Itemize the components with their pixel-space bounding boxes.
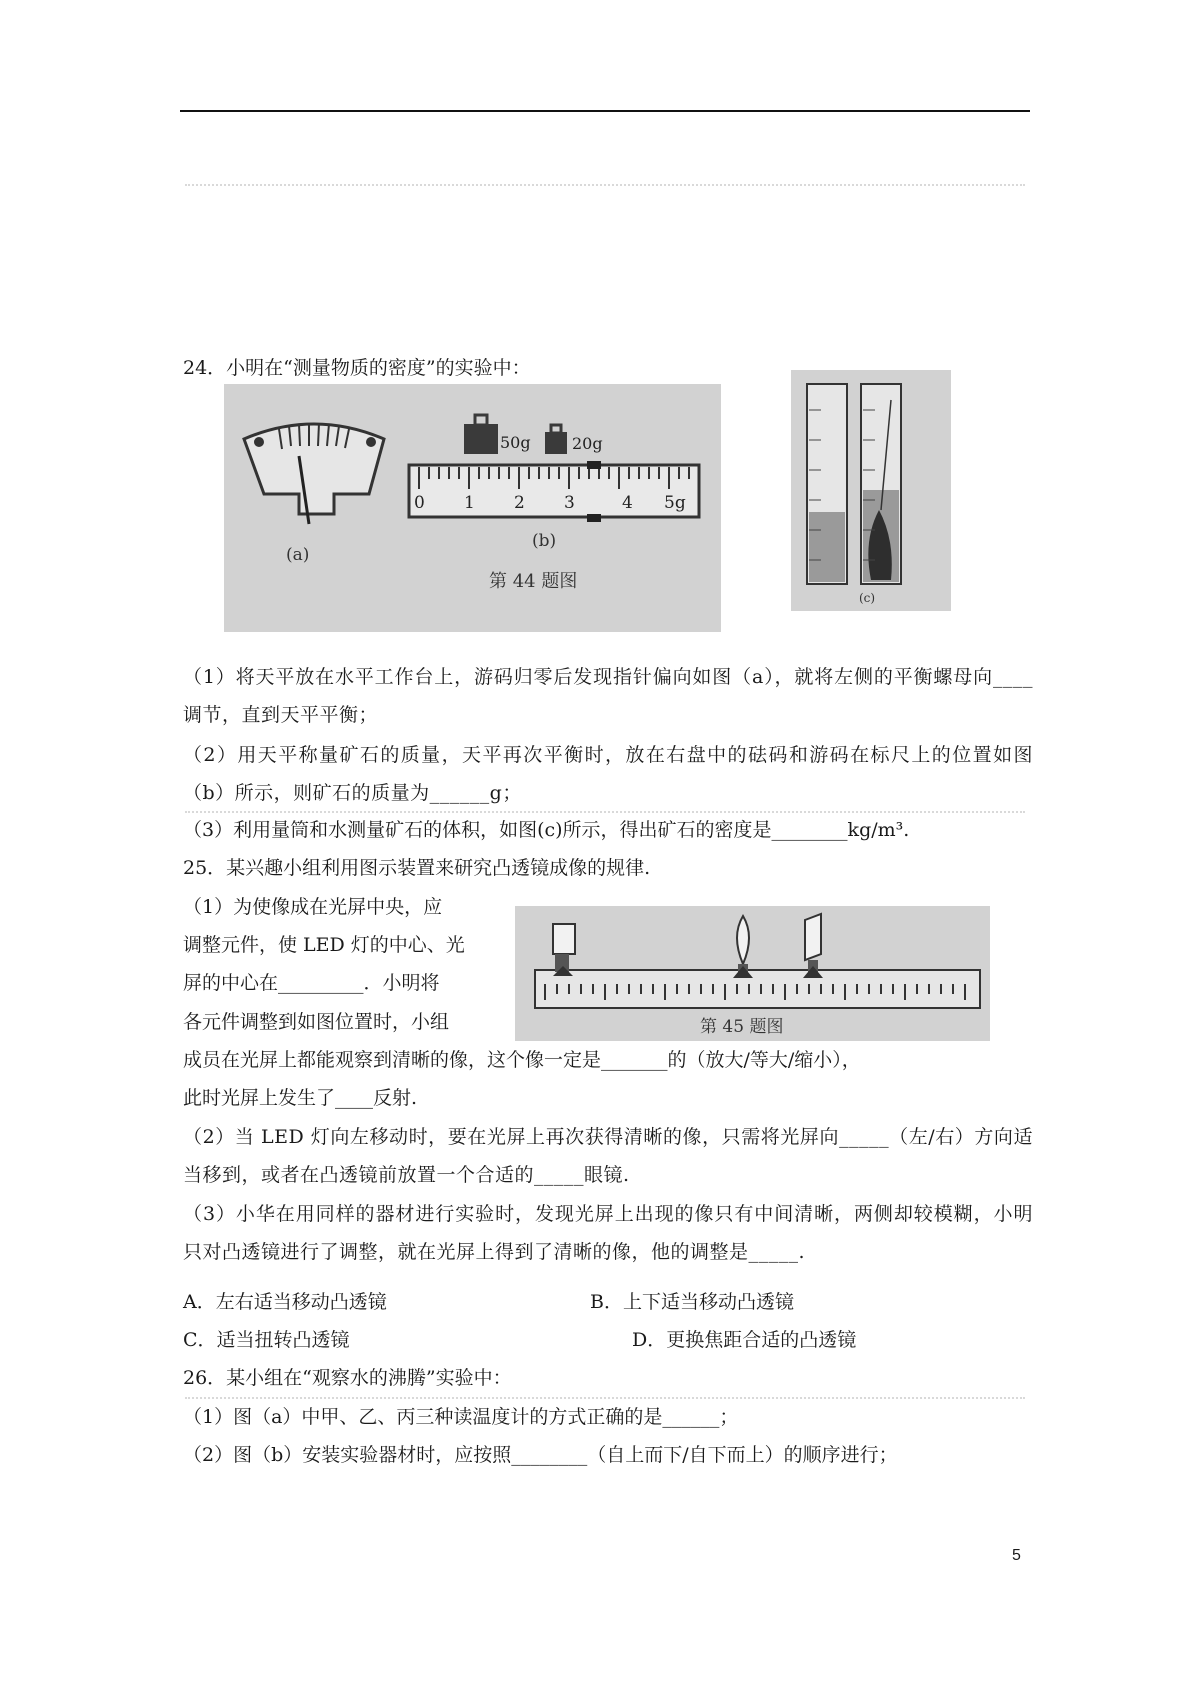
q25-part2: （2）当 LED 灯向左移动时，要在光屏上再次获得清晰的像，只需将光屏向_____（左/右）方向适当移到，或者在凸透镜前放置一个合适的_____眼镜. xyxy=(183,1126,1033,1186)
q25-part1-line4: 各元件调整到如图位置时，小组 xyxy=(183,1011,450,1033)
convex-lens xyxy=(737,916,749,964)
optical-bench-svg xyxy=(515,906,990,1041)
svg-text:4: 4 xyxy=(622,493,633,513)
q25-part1-line5: 成员在光屏上都能观察到清晰的像，这个像一定是_______的（放大/等大/缩小）， xyxy=(183,1049,861,1071)
q24-part3: （3）利用量筒和水测量矿石的体积，如图(c)所示，得出矿石的密度是________kg/m³. xyxy=(183,819,910,841)
q25-part1-line1: （1）为使像成在光屏中央，应 xyxy=(183,896,443,918)
balance-pointer-scale xyxy=(244,424,384,514)
fig-c-label: (c) xyxy=(859,591,876,605)
header-rule xyxy=(180,110,1030,112)
q25-option-d: D．更换焦距合适的凸透镜 xyxy=(632,1329,857,1351)
cylinder-figure-svg xyxy=(791,370,951,611)
light-screen xyxy=(805,914,821,960)
weight-20g xyxy=(545,432,567,454)
q25-option-c: C．适当扭转凸透镜 xyxy=(183,1329,350,1351)
rider-top xyxy=(587,461,601,469)
q24-title: 24．小明在“测量物质的密度”的实验中： xyxy=(183,357,531,379)
page-number: 5 xyxy=(1012,1547,1021,1564)
weight-20g-label: 20g xyxy=(572,434,603,453)
dotted-divider xyxy=(185,184,1025,186)
svg-text:2: 2 xyxy=(514,493,525,513)
weight-50g xyxy=(464,424,498,454)
fig-b-label: (b) xyxy=(532,531,557,551)
balance-figure-svg xyxy=(224,384,721,632)
figure-44-balance xyxy=(224,384,721,632)
q25-title: 25．某兴趣小组利用图示装置来研究凸透镜成像的规律. xyxy=(183,857,651,879)
q25-part1-line3: 屏的中心在_________．小明将 xyxy=(183,972,440,994)
optical-rail xyxy=(535,970,980,1008)
fig-45-caption: 第 45 题图 xyxy=(700,1017,784,1037)
q25-option-a: A．左右适当移动凸透镜 xyxy=(183,1291,387,1313)
balance-ruler xyxy=(409,465,699,517)
q25-part3: （3）小华在用同样的器材进行实验时，发现光屏上出现的像只有中间清晰，两侧却较模糊，小明只对凸透镜进行了调整，就在光屏上得到了清晰的像，他的调整是_____. xyxy=(183,1203,1033,1263)
q26-part1: （1）图（a）中甲、乙、丙三种读温度计的方式正确的是______； xyxy=(183,1406,739,1428)
water-left xyxy=(809,512,845,582)
svg-text:1: 1 xyxy=(464,493,475,513)
q24-part1: （1）将天平放在水平工作台上，游码归零后发现指针偏向如图（a），就将左侧的平衡螺母向____调节，直到天平平衡； xyxy=(183,666,1033,726)
figure-cylinders xyxy=(791,370,951,611)
q25-part1-line2: 调整元件，使 LED 灯的中心、光 xyxy=(183,934,465,956)
q26-title: 26．某小组在“观察水的沸腾”实验中： xyxy=(183,1367,512,1389)
q24-part2: （2）用天平称量矿石的质量，天平再次平衡时，放在右盘中的砝码和游码在标尺上的位置如图（b）所示，则矿石的质量为______g； xyxy=(183,744,1033,804)
fig-44-caption: 第 44 题图 xyxy=(489,571,578,592)
svg-text:5g: 5g xyxy=(664,493,686,513)
q25-option-b: B．上下适当移动凸透镜 xyxy=(590,1291,794,1313)
led-light xyxy=(553,924,575,954)
q26-part2: （2）图（b）安装实验器材时，应按照________（自上而下/自下而上）的顺序进行； xyxy=(183,1444,898,1466)
q25-part1-line6: 此时光屏上发生了____反射. xyxy=(183,1087,418,1109)
svg-text:3: 3 xyxy=(564,493,575,513)
figure-45-optical-bench xyxy=(515,906,990,1041)
weight-50g-label: 50g xyxy=(500,433,531,452)
svg-text:0: 0 xyxy=(414,493,425,513)
fig-a-label: (a) xyxy=(286,545,310,565)
rider-bottom xyxy=(587,514,601,522)
